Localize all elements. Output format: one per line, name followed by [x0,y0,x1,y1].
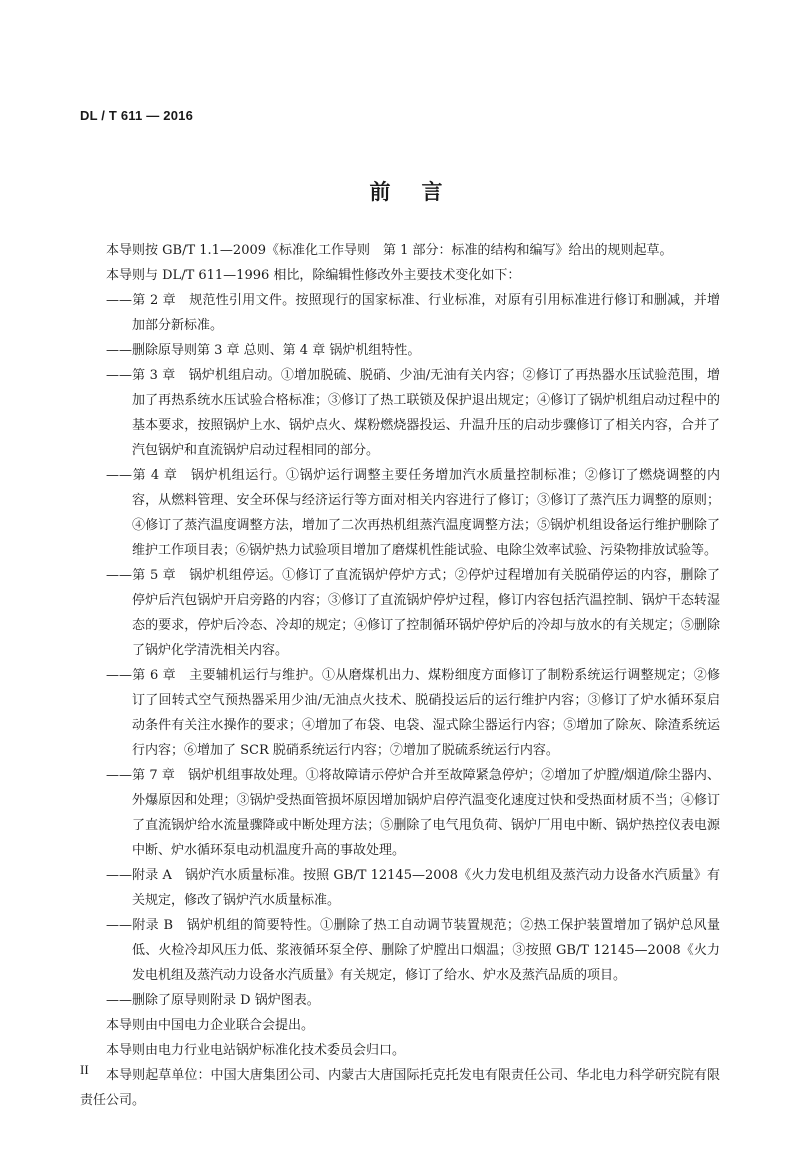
foreword-body [80,238,720,1113]
page-title-char-1: 前 [369,180,391,204]
change-item: ——附录 B 锅炉机组的简要特性。①删除了热工自动调节装置规范；②热工保护装置增加了锅炉总风量低、火检冷却风压力低、浆液循环泵全停、删除了炉膛出口烟温；③按照 GB/T 12145—2008《火力发电机组及蒸汽动力设备水汽质量》有关规定，修订了给水、炉水及蒸汽品质的项目。 [106,918,720,983]
standard-number: DL / T 611 — 2016 [80,108,193,123]
change-item: ——第 3 章 锅炉机组启动。①增加脱硫、脱硝、少油/无油有关内容；②修订了再热器水压试验范围，增加了再热系统水压试验合格标准；③修订了热工联锁及保护退出规定；④修订了锅炉机组启动过程中的基本要求，按照锅炉上水、锅炉点火、煤粉燃烧器投运、升温升压的启动步骤修订了相关内容，合并了汽包锅炉和直流锅炉启动过程相同的部分。 [106,368,720,458]
page-number: II [80,1062,89,1077]
changes-intro-paragraph: 本导则与 DL/T 611—1996 相比，除编辑性修改外主要技术变化如下： [106,268,521,283]
centralized-by-paragraph: 本导则由电力行业电站锅炉标准化技术委员会归口。 [106,1043,406,1058]
drafting-rule-paragraph: 本导则按 GB/T 1.1—2009《标准化工作导则 第 1 部分：标准的结构和编写》给出的规则起草。 [106,243,673,258]
change-item: ——删除原导则第 3 章 总则、第 4 章 锅炉机组特性。 [106,343,421,358]
page-title-char-2: 言 [421,180,443,204]
proposer-paragraph: 本导则由中国电力企业联合会提出。 [106,1018,315,1033]
change-item: ——第 6 章 主要辅机运行与维护。①从磨煤机出力、煤粉细度方面修订了制粉系统运行调整规定；②修订了回转式空气预热器采用少油/无油点火技术、脱硝投运后的运行维护内容；③修订了炉水循环泵启动条件有关注水操作的要求；④增加了布袋、电袋、湿式除尘器运行内容；⑤增加了除灰、除渣系统运行内容；⑥增加了 SCR 脱硝系统运行内容；⑦增加了脱硫系统运行内容。 [106,668,720,758]
change-item: ——第 5 章 锅炉机组停运。①修订了直流锅炉停炉方式；②停炉过程增加有关脱硝停运的内容，删除了停炉后汽包锅炉开启旁路的内容；③修订了直流锅炉停炉过程，修订内容包括汽温控制、锅炉干态转湿态的要求，停炉后冷态、冷却的规定；④修订了控制循环锅炉停炉后的冷却与放水的有关规定；⑤删除了锅炉化学清洗相关内容。 [106,568,720,658]
change-item: ——删除了原导则附录 D 锅炉图表。 [106,993,320,1008]
drafting-units-paragraph: 本导则起草单位：中国大唐集团公司、内蒙古大唐国际托克托发电有限责任公司、华北电力科学研究院有限责任公司。 [80,1068,720,1108]
change-item: ——第 4 章 锅炉机组运行。①锅炉运行调整主要任务增加汽水质量控制标准；②修订了燃烧调整的内容，从燃料管理、安全环保与经济运行等方面对相关内容进行了修订；③修订了蒸汽压力调整的原则；④修订了蒸汽温度调整方法，增加了二次再热机组蒸汽温度调整方法；⑤锅炉机组设备运行维护删除了维护工作项目表；⑥锅炉热力试验项目增加了磨煤机性能试验、电除尘效率试验、污染物排放试验等。 [106,468,720,558]
change-item: ——第 2 章 规范性引用文件。按照现行的国家标准、行业标准，对原有引用标准进行修订和删减，并增加部分新标准。 [106,293,720,333]
change-item: ——附录 A 锅炉汽水质量标准。按照 GB/T 12145—2008《火力发电机组及蒸汽动力设备水汽质量》有关规定，修改了锅炉汽水质量标准。 [106,868,720,908]
change-item: ——第 7 章 锅炉机组事故处理。①将故障请示停炉合并至故障紧急停炉；②增加了炉膛/烟道/除尘器内、外爆原因和处理；③锅炉受热面管损坏原因增加锅炉启停汽温变化速度过快和受热面材质不当；④修订了直流锅炉给水流量骤降或中断处理方法；⑤删除了电气甩负荷、锅炉厂用电中断、锅炉热控仪表电源中断、炉水循环泵电动机温度升高的事故处理。 [106,768,720,858]
page-title [0,176,812,206]
